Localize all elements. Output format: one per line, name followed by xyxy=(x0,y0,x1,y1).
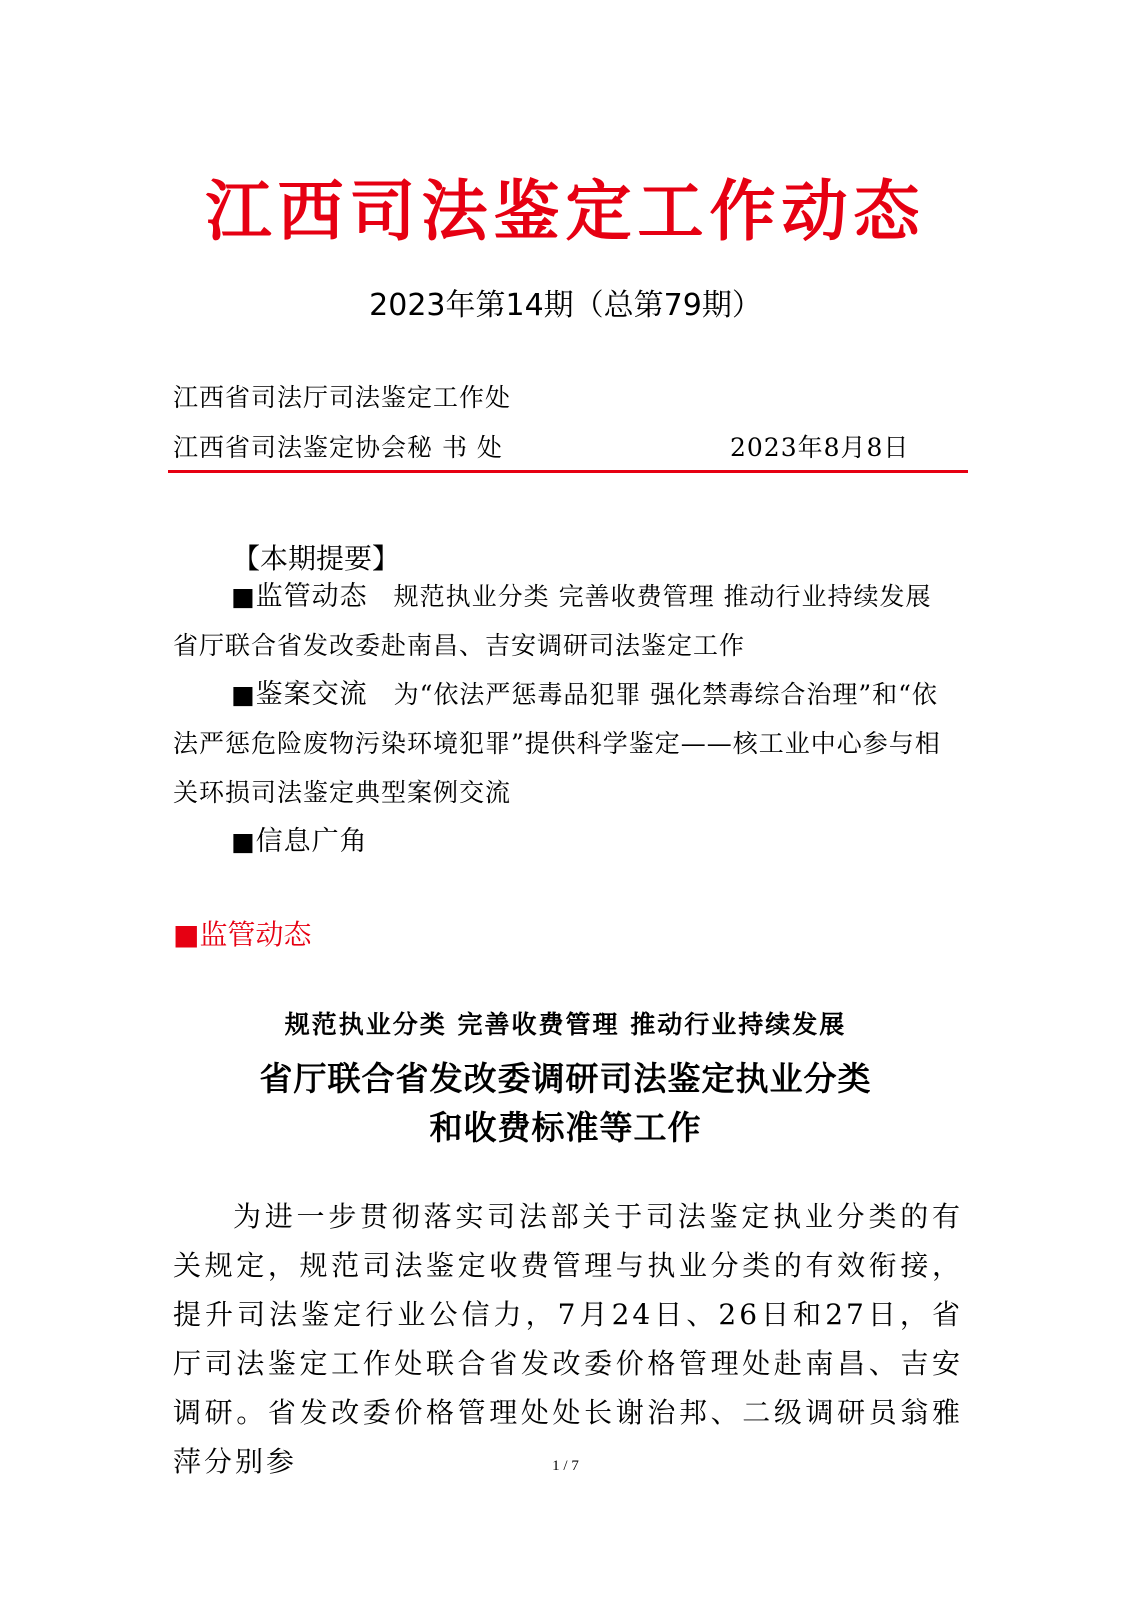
summary-item-label: 信息广角 xyxy=(255,826,368,857)
article-subtitle: 规范执业分类 完善收费管理 推动行业持续发展 xyxy=(284,1010,847,1039)
square-bullet-icon: ■ xyxy=(231,827,256,856)
publish-date: 2023年8月8日 xyxy=(730,433,910,462)
section-heading xyxy=(173,913,311,953)
summary-item xyxy=(173,817,963,866)
page-number: 1 / 7 xyxy=(552,1458,579,1474)
summary-item xyxy=(173,572,963,670)
publisher-line-1: 江西省司法厅司法鉴定工作处 xyxy=(173,383,512,412)
summary-item-text: 为“依法严惩毒品犯罪 强化禁毒综合治理”和“依法严惩危险废物污染环境犯罪”提供科学鉴定——核工业中心参与相关环损司法鉴定典型案例交流 xyxy=(173,680,941,807)
publisher-line-2: 江西省司法鉴定协会秘 书 处 xyxy=(173,433,503,462)
header-divider xyxy=(168,470,968,473)
article-body: 为进一步贯彻落实司法部关于司法鉴定执业分类的有关规定，规范司法鉴定收费管理与执业分类的有效衔接，提升司法鉴定行业公信力，7月24日、26日和27日，省厅司法鉴定工作处联合省发改委价格管理处赴南昌、吉安调研。省发改委价格管理处处长谢治邦、二级调研员翁雅萍分别参 xyxy=(173,1200,963,1478)
article-title-line-2: 和收费标准等工作 xyxy=(429,1108,702,1147)
summary-heading: 【本期提要】 xyxy=(232,542,401,575)
summary-item-label: 监管动态 xyxy=(255,581,368,612)
square-bullet-icon: ■ xyxy=(231,582,256,611)
summary-item-label: 鉴案交流 xyxy=(255,679,368,710)
issue-number: 2023年第14期（总第79期） xyxy=(369,288,762,323)
summary-item-text: 规范执业分类 完善收费管理 推动行业持续发展 省厅联合省发改委赴南昌、吉安调研司法鉴定工作 xyxy=(173,582,958,660)
square-bullet-icon: ■ xyxy=(173,918,200,951)
summary-item xyxy=(173,670,963,817)
article-title-line-1: 省厅联合省发改委调研司法鉴定执业分类 xyxy=(259,1059,872,1098)
section-label: 监管动态 xyxy=(199,918,312,951)
masthead-title: 江西司法鉴定工作动态 xyxy=(205,172,926,250)
square-bullet-icon: ■ xyxy=(231,680,256,709)
